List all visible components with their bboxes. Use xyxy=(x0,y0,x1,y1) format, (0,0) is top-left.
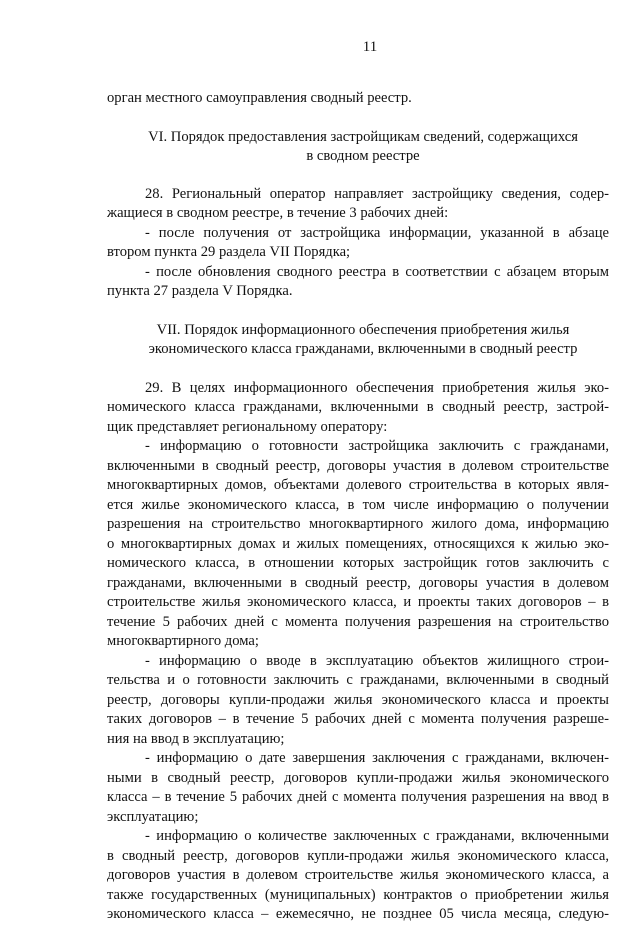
text-line: жащиеся в сводном реестре, в течение 3 рабочих дней: xyxy=(107,205,449,221)
page-number: 11 xyxy=(362,39,378,55)
text-line: - информацию о вводе в эксплуатацию объектов жилищного строи- xyxy=(145,652,609,669)
heading-line: в сводном реестре xyxy=(306,148,420,164)
text-line: номического класса, в отношении которых застройщик готов заключить с xyxy=(107,555,609,571)
text-line: эксплуатацию; xyxy=(107,808,199,825)
text-line: о многоквартирных домах и жилых помещениях, относящихся к жилью эко- xyxy=(107,535,609,552)
text-line: многоквартирных домов, объектами долевого строительства в которых явля- xyxy=(107,477,609,493)
text-line: также государственных (муниципальных) контрактов о приобретении жилья xyxy=(107,886,609,903)
heading-line: VI. Порядок предоставления застройщикам сведений, содержащихся xyxy=(148,128,578,145)
text-line: 29. В целях информационного обеспечения приобретения жилья эко- xyxy=(145,379,609,396)
text-line: ния на ввод в эксплуатацию; xyxy=(107,730,285,747)
text-line: втором пункта 29 раздела VII Порядка; xyxy=(107,244,351,260)
text-line: в сводный реестр, договоров купли-продажи жилья экономического класса, xyxy=(107,847,609,864)
text-line: многоквартирного дома; xyxy=(107,633,259,649)
block-spacer xyxy=(107,109,609,128)
text-line: таких договоров – в течение 5 рабочих дней с момента получения разреше- xyxy=(107,711,609,727)
block-spacer xyxy=(107,360,609,379)
text-line: - после обновления сводного реестра в соответствии с абзацем вторым xyxy=(145,263,609,280)
block-spacer xyxy=(107,167,609,185)
text-line: тельства и о готовности заключить с гражданами, включенными в сводный xyxy=(107,672,609,688)
block-spacer xyxy=(107,302,609,321)
text-line: - информацию о дате завершения заключения с гражданами, включен- xyxy=(145,750,609,766)
text-line: - информацию о количестве заключенных с гражданами, включенными xyxy=(145,828,609,844)
text-line: ется жилье экономического класса, в том числе информацию о получении xyxy=(107,496,609,513)
paragraph xyxy=(107,185,609,302)
text-line: пункта 27 раздела V Порядка. xyxy=(107,283,293,299)
paragraph xyxy=(107,379,609,925)
paragraph xyxy=(107,89,609,109)
text-line: гражданами, включенными в сводный реестр, договоры участия в долевом xyxy=(107,574,609,591)
text-line: класса – в течение 5 рабочих дней с момента получения разрешения на ввод в xyxy=(107,789,609,805)
text-line: ными в сводный реестр, договоров купли-продажи жилья экономического xyxy=(107,769,609,786)
text-line: - информацию о готовности застройщика заключить с гражданами, xyxy=(145,438,609,454)
text-line: разрешения на строительство многоквартирного жилого дома, информацию xyxy=(107,516,609,532)
text-line: щик представляет региональному оператору: xyxy=(107,418,388,435)
text-line: 28. Региональный оператор направляет застройщику сведения, содер- xyxy=(145,185,609,202)
heading-line: VII. Порядок информационного обеспечения приобретения жилья xyxy=(156,321,570,338)
section-heading xyxy=(107,321,609,360)
text-line: - после получения от застройщика информации, указанной в абзаце xyxy=(145,224,609,241)
heading-line: экономического класса гражданами, включенными в сводный реестр xyxy=(148,341,578,357)
section-heading xyxy=(107,128,609,167)
text-line: номического класса гражданами, включенными в сводный реестр, застрой- xyxy=(107,399,609,415)
text-line: реестр, договоры купли-продажи жилья экономического класса и проекты xyxy=(107,691,609,708)
text-line: договоров участия в долевом строительстве жилья экономического класса, а xyxy=(107,867,609,883)
text-line: включенными в сводный реестр, договоры участия в долевом строительстве xyxy=(107,457,609,474)
text-line: течение 5 рабочих дней с момента получения разрешения на строительство xyxy=(107,613,609,630)
text-line: экономического класса – ежемесячно, не позднее 05 числа месяца, следую- xyxy=(107,906,609,922)
text-line: строительстве жилья экономического класса, и проекты таких договоров – в xyxy=(107,594,609,610)
document-body xyxy=(107,89,609,925)
text-line: орган местного самоуправления сводный реестр. xyxy=(107,90,412,106)
